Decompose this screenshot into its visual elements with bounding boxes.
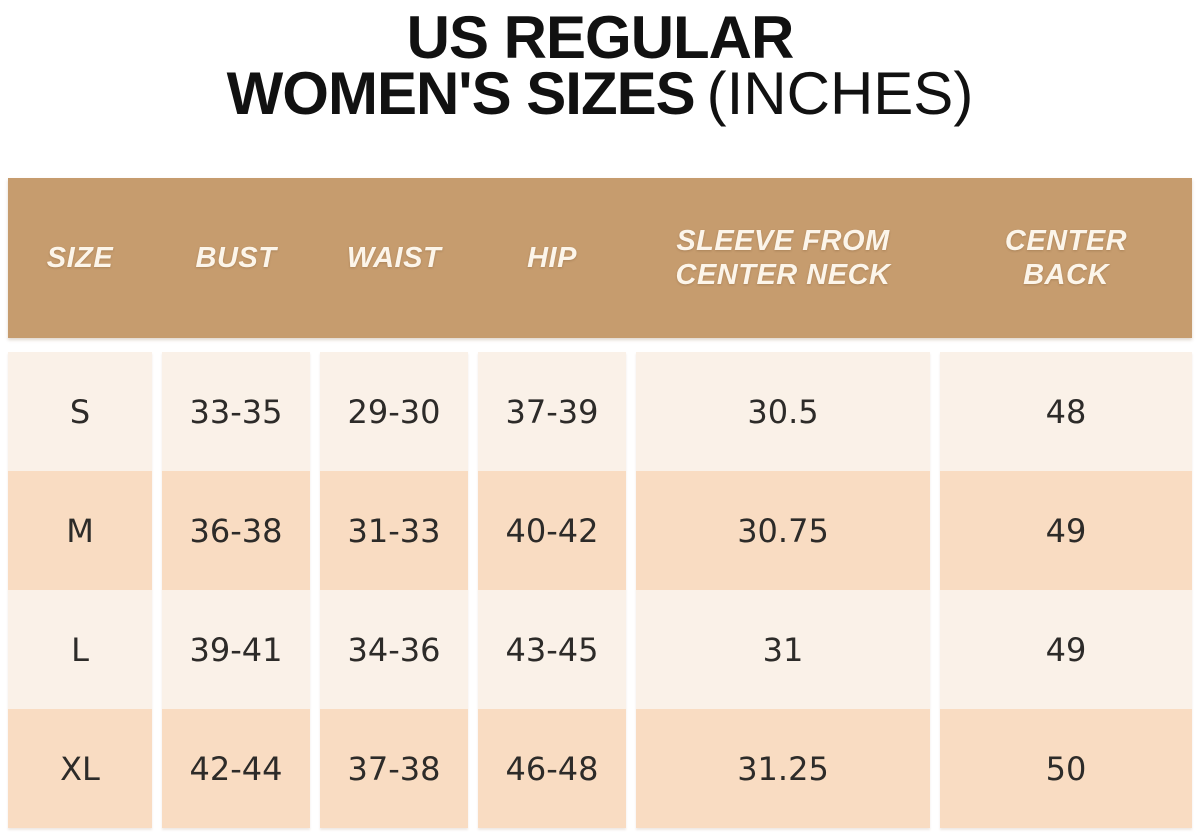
cell-size: XL — [8, 709, 152, 828]
cell-hip: 43-45 — [478, 590, 626, 709]
column-header-waist: WAIST — [346, 242, 442, 274]
cell-hip: 40-42 — [478, 471, 626, 590]
column-header-bust: BUST — [195, 242, 277, 274]
column-header-hip-cell — [478, 178, 626, 338]
cell-size: S — [8, 352, 152, 471]
cell-sleeve: 30.5 — [636, 352, 930, 471]
cell-hip: 37-39 — [478, 352, 626, 471]
cell-sleeve: 30.75 — [636, 471, 930, 590]
cell-bust: 39-41 — [162, 590, 310, 709]
cell-sleeve: 31.25 — [636, 709, 930, 828]
cell-center-back: 49 — [940, 471, 1192, 590]
title-line-2 — [0, 60, 1200, 127]
cell-bust: 33-35 — [162, 352, 310, 471]
column-header-bust-cell — [162, 178, 310, 338]
cell-waist: 29-30 — [320, 352, 468, 471]
column-header-center-back: CENTER BACK — [1004, 225, 1128, 291]
column-header-sleeve: SLEEVE FROM CENTER NECK — [675, 225, 891, 291]
table-header-row — [8, 178, 1192, 338]
cell-size: M — [8, 471, 152, 590]
cell-center-back: 50 — [940, 709, 1192, 828]
title-line-2-bold: WOMEN'S SIZES — [226, 60, 695, 127]
cell-size: L — [8, 590, 152, 709]
table-row-s — [8, 352, 1192, 471]
size-chart-table — [8, 178, 1192, 828]
cell-hip: 46-48 — [478, 709, 626, 828]
title-line-1: US REGULAR — [406, 4, 794, 71]
cell-bust: 36-38 — [162, 471, 310, 590]
cell-waist: 31-33 — [320, 471, 468, 590]
column-header-waist-cell — [320, 178, 468, 338]
cell-center-back: 49 — [940, 590, 1192, 709]
column-header-sleeve-cell — [636, 178, 930, 338]
column-header-size: SIZE — [46, 242, 114, 274]
column-header-hip: HIP — [527, 242, 577, 274]
title-line-2-units: (INCHES) — [706, 60, 974, 127]
table-body — [8, 352, 1192, 828]
column-header-size-cell — [8, 178, 152, 338]
table-row-xl — [8, 709, 1192, 828]
cell-bust: 42-44 — [162, 709, 310, 828]
cell-sleeve: 31 — [636, 590, 930, 709]
cell-center-back: 48 — [940, 352, 1192, 471]
chart-title — [0, 0, 1200, 127]
table-row-m — [8, 471, 1192, 590]
table-row-l — [8, 590, 1192, 709]
cell-waist: 37-38 — [320, 709, 468, 828]
cell-waist: 34-36 — [320, 590, 468, 709]
column-header-center-back-cell — [940, 178, 1192, 338]
